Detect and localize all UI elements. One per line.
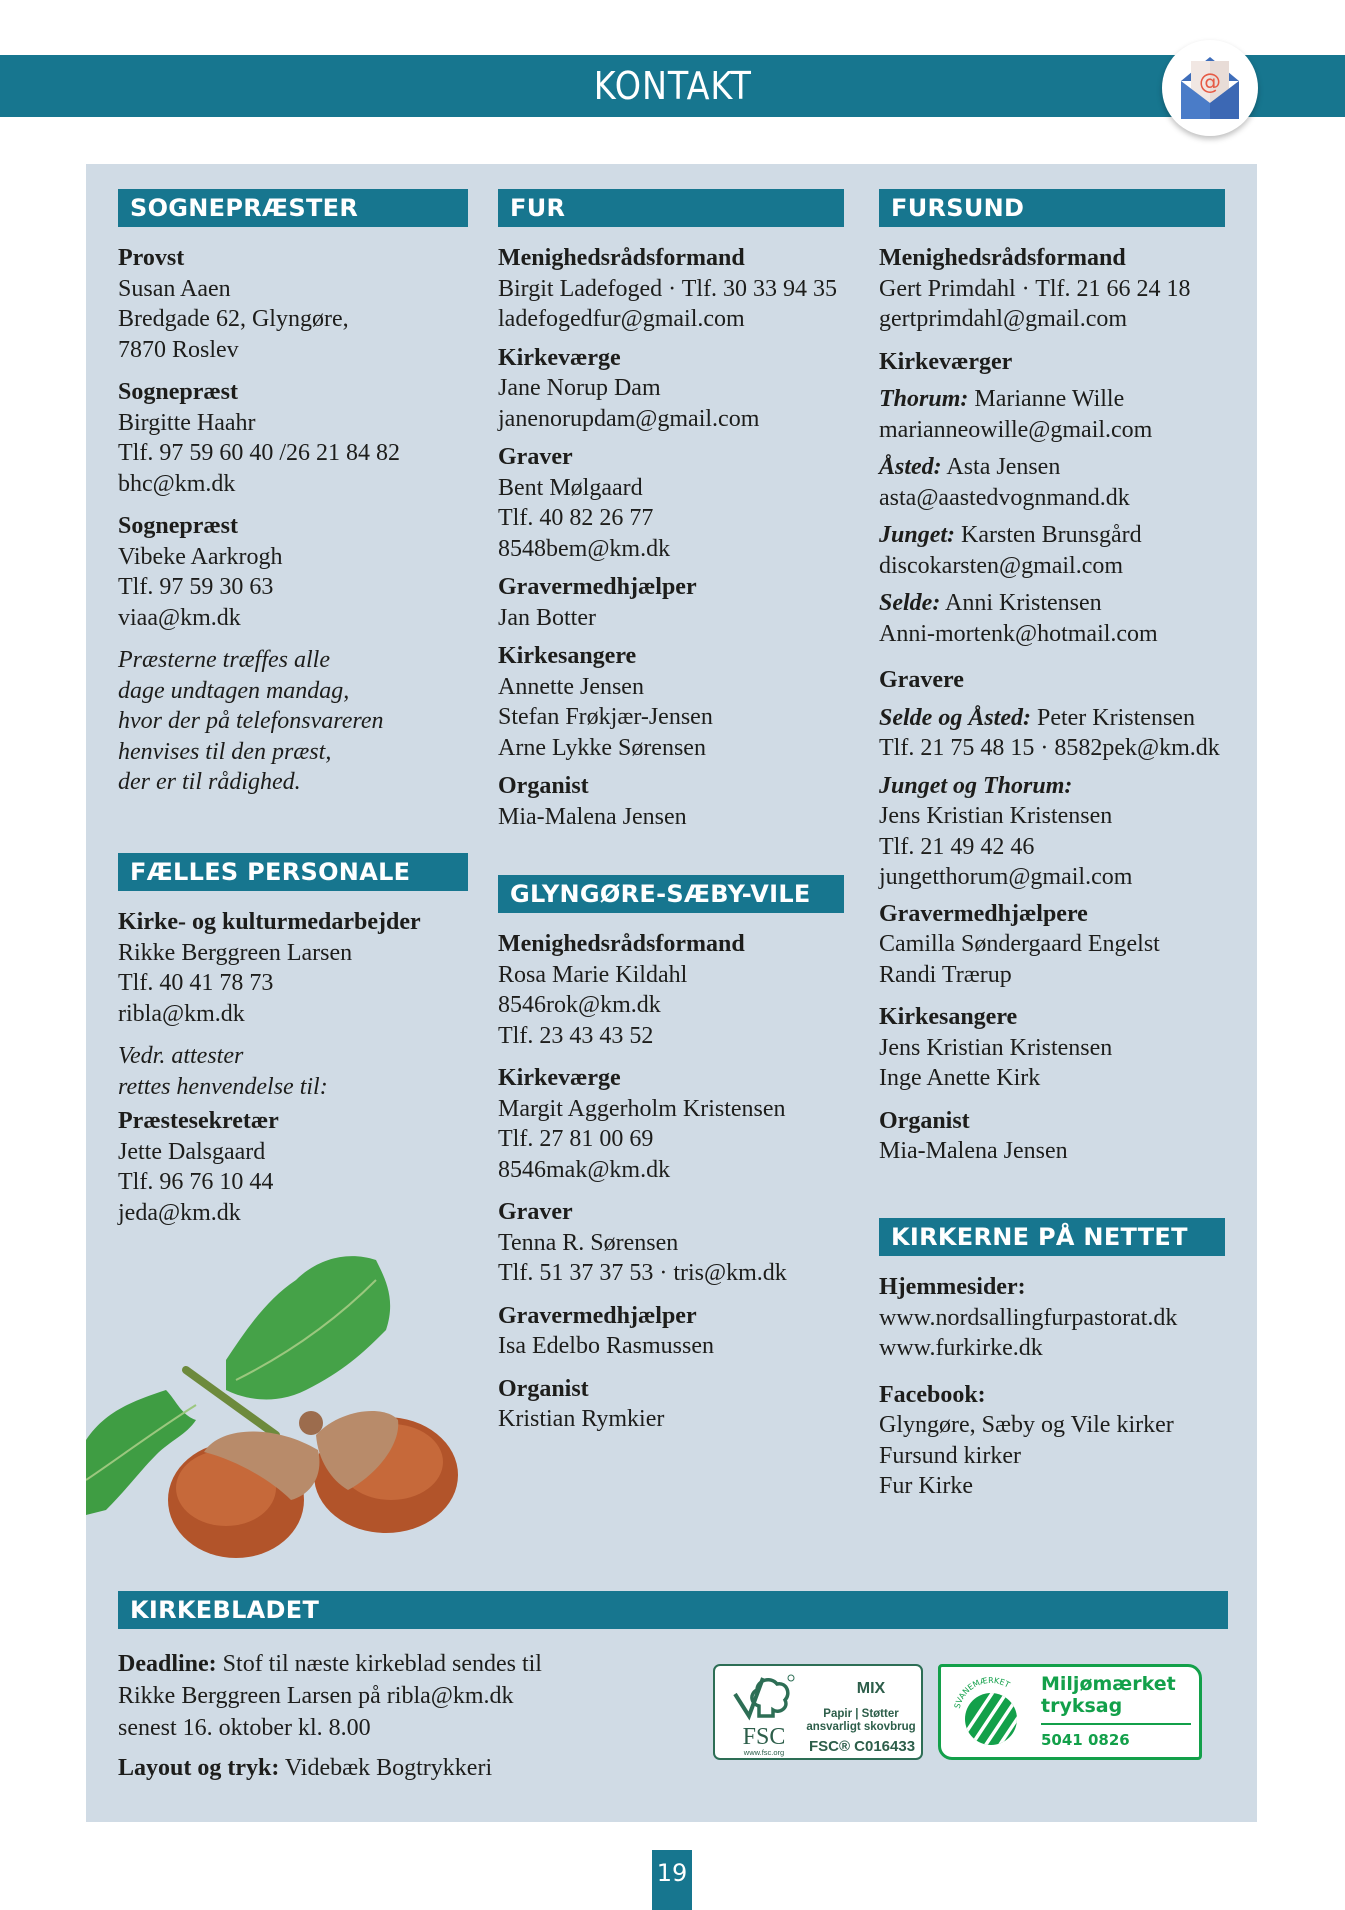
phone-number: Tlf. 96 76 10 44 <box>118 1169 274 1195</box>
svg-text:@: @ <box>1199 70 1221 95</box>
phone-number: Tlf. 27 81 00 69 <box>498 1126 654 1152</box>
email-link[interactable]: 8548bem@km.dk <box>498 535 671 562</box>
kirkevaerge-entry <box>879 520 1249 581</box>
role-label: Graver <box>498 1199 573 1225</box>
role-label: Præstesekretær <box>118 1108 279 1134</box>
role-label: Menighedsrådsformand <box>498 245 745 271</box>
fur-column <box>498 243 858 832</box>
contact-entry <box>498 572 858 633</box>
swan-divider <box>1041 1723 1191 1725</box>
kirkebladet-text <box>118 1648 542 1784</box>
person-name: Asta Jensen <box>946 454 1061 480</box>
role-label: Gravere <box>879 667 964 693</box>
section-heading-faelles-personale: FÆLLES PERSONALE <box>118 853 468 891</box>
contact-entry <box>498 641 858 763</box>
person-name: Marianne Wille <box>974 386 1125 412</box>
contact-line: Mia-Malena Jensen <box>498 803 687 830</box>
contact-line: Vibeke Aarkrogh <box>118 543 283 570</box>
contact-line: Jens Kristian Kristensen <box>879 803 1113 829</box>
contact-entry <box>498 243 858 335</box>
role-label: Kirkesangere <box>879 1004 1018 1030</box>
role-label: Kirkesangere <box>498 643 637 669</box>
deadline-label: Deadline: <box>118 1651 217 1677</box>
section-heading-kirkerne-paa-nettet: KIRKERNE PÅ NETTET <box>879 1218 1225 1256</box>
graver-entry <box>879 703 1249 764</box>
contact-line: Jane Norup Dam <box>498 375 661 401</box>
contact-line: Kristian Rymkier <box>498 1406 665 1432</box>
contact-line: Jette Dalsgaard <box>118 1138 266 1165</box>
contact-entry-sognepraest-1 <box>118 377 468 499</box>
role-label: Kirkeværge <box>498 344 621 371</box>
page-header-bar <box>0 55 1345 117</box>
section-heading-fursund: FURSUND <box>879 189 1225 227</box>
fsc-mix: MIX <box>856 1680 886 1697</box>
role-label: Kirkeværger <box>879 348 1013 375</box>
contact-entry-sognepraest-2 <box>118 511 468 633</box>
role-label: Menighedsrådsformand <box>879 245 1126 271</box>
role-label: Organist <box>498 1375 589 1402</box>
email-link[interactable]: marianneowille@gmail.com <box>879 416 1153 443</box>
phone-number: Tlf. 97 59 60 40 /26 21 84 82 <box>118 440 400 466</box>
kirkevaerge-entry <box>879 452 1249 513</box>
contact-entry <box>498 929 858 1051</box>
contact-line: Tlf. 21 75 48 15 · 8582pek@km.dk <box>879 735 1220 761</box>
role-label: Graver <box>498 444 573 470</box>
place-label: Thorum: <box>879 386 969 412</box>
mail-at-icon <box>1162 40 1258 136</box>
contact-line: Arne Lykke Sørensen <box>498 734 706 761</box>
person-name: Karsten Brunsgård <box>961 522 1142 548</box>
place-label: Åsted: <box>879 454 942 480</box>
swan-number: 5041 0826 <box>1041 1731 1130 1749</box>
contact-line: Camilla Søndergaard Engelst <box>879 931 1160 957</box>
kirkevaerge-entry <box>879 384 1249 445</box>
contact-line: Margit Aggerholm Kristensen <box>498 1095 786 1122</box>
contact-entry <box>498 1197 858 1289</box>
fsc-subtitle-line: Papir | Støtter <box>823 1708 899 1720</box>
place-label: Selde og Åsted: <box>879 704 1031 731</box>
facebook-link[interactable]: Fursund kirker <box>879 1442 1021 1469</box>
email-link[interactable]: discokarsten@gmail.com <box>879 552 1124 579</box>
person-name: Anni Kristensen <box>945 590 1102 616</box>
layout-label: Layout og tryk: <box>118 1755 280 1781</box>
contact-line: Inge Anette Kirk <box>879 1065 1041 1091</box>
swan-logo-icon <box>949 1673 1033 1753</box>
contact-line: Bent Mølgaard <box>498 474 643 501</box>
website-link[interactable]: www.nordsallingfurpastorat.dk <box>879 1304 1178 1331</box>
contact-line: Birgit Ladefoged · Tlf. 30 33 94 35 <box>498 275 838 302</box>
email-link[interactable]: 8546rok@km.dk <box>498 992 661 1018</box>
contact-line: Annette Jensen <box>498 673 644 700</box>
phone-number: Tlf. 21 49 42 46 <box>879 833 1035 860</box>
place-label: Junget: <box>879 522 956 548</box>
sognepraester-column <box>118 243 468 798</box>
place-label: Junget og Thorum: <box>879 772 1073 799</box>
glyngoere-column <box>498 929 858 1435</box>
swan-title-line: tryksag <box>1041 1695 1123 1717</box>
role-label: Gravermedhjælper <box>498 1302 697 1329</box>
contact-line: Bredgade 62, Glyngøre, <box>118 306 349 332</box>
swan-title <box>1041 1673 1176 1717</box>
contact-line: Isa Edelbo Rasmussen <box>498 1333 714 1359</box>
email-link[interactable]: gertprimdahl@gmail.com <box>879 306 1128 332</box>
email-link[interactable]: 8546mak@km.dk <box>498 1156 671 1183</box>
role-label: Hjemmesider: <box>879 1274 1026 1300</box>
role-label: Sognepræst <box>118 513 239 539</box>
role-label: Kirkeværge <box>498 1065 621 1091</box>
fursund-column <box>879 243 1249 1167</box>
contact-entry <box>498 1063 858 1185</box>
contact-entry <box>498 442 858 564</box>
contact-entry <box>498 1301 858 1362</box>
contact-line: Randi Trærup <box>879 961 1012 988</box>
section-heading-fur: FUR <box>498 189 844 227</box>
graver-entry <box>879 771 1249 893</box>
fsc-tree-icon <box>729 1672 799 1726</box>
deadline-text: senest 16. oktober kl. 8.00 <box>118 1715 371 1741</box>
role-label: Kirke- og kulturmedarbejder <box>118 909 421 935</box>
role-label: Provst <box>118 245 185 271</box>
email-link[interactable]: bhc@km.dk <box>118 470 236 497</box>
contact-line: Tenna R. Sørensen <box>498 1229 679 1256</box>
attester-note <box>118 1041 468 1102</box>
note-line: rettes henvendelse til: <box>118 1073 328 1100</box>
website-link[interactable]: www.furkirke.dk <box>879 1335 1043 1361</box>
email-link[interactable]: ribla@km.dk <box>118 1000 245 1027</box>
section-heading-sognepraester: SOGNEPRÆSTER <box>118 189 468 227</box>
email-link[interactable]: jeda@km.dk <box>118 1199 241 1226</box>
contact-entry <box>498 771 858 832</box>
contact-entry <box>498 343 858 435</box>
role-label: Facebook: <box>879 1381 986 1408</box>
contact-line: Jan Botter <box>498 604 596 631</box>
swan-title-line: Miljømærket <box>1041 1673 1176 1695</box>
place-label: Selde: <box>879 590 941 616</box>
contact-entry <box>498 1374 858 1435</box>
note-line: der er til rådighed. <box>118 769 301 795</box>
page-title: KONTAKT <box>593 64 752 108</box>
phone-number: Tlf. 23 43 43 52 <box>498 1022 654 1049</box>
availability-note <box>118 645 468 798</box>
role-label: Menighedsrådsformand <box>498 931 745 957</box>
deadline-text: Rikke Berggreen Larsen på ribla@km.dk <box>118 1683 514 1709</box>
contact-line: Rosa Marie Kildahl <box>498 961 688 988</box>
fsc-logo-text: FSC <box>742 1724 786 1750</box>
phone-number: Tlf. 97 59 30 63 <box>118 574 274 600</box>
email-link[interactable]: asta@aastedvognmand.dk <box>879 484 1130 511</box>
fsc-subtitle <box>801 1708 921 1734</box>
kirkevaerge-entry <box>879 588 1249 649</box>
contact-entry-provst <box>118 243 468 365</box>
contact-line: Tlf. 51 37 37 53 · tris@km.dk <box>498 1260 787 1286</box>
nettet-column <box>879 1272 1249 1502</box>
note-line: Præsterne træffes alle <box>118 647 330 673</box>
person-name: Peter Kristensen <box>1036 704 1195 731</box>
layout-value: Videbæk Bogtrykkeri <box>279 1755 493 1781</box>
contact-line: Rikke Berggreen Larsen <box>118 939 353 966</box>
svanemaerket-label <box>938 1664 1202 1760</box>
role-label: Organist <box>879 1107 970 1134</box>
fsc-code: FSC® C016433 <box>808 1738 916 1755</box>
role-label: Organist <box>498 773 589 799</box>
role-label: Gravermedhjælpere <box>879 900 1088 927</box>
role-label: Sognepræst <box>118 379 239 405</box>
facebook-link[interactable]: Glyngøre, Sæby og Vile kirker <box>879 1412 1174 1438</box>
facebook-link[interactable]: Fur Kirke <box>879 1473 973 1499</box>
section-heading-kirkebladet: KIRKEBLADET <box>118 1591 1228 1629</box>
role-label: Gravermedhjælper <box>498 574 697 600</box>
email-link[interactable]: Anni-mortenk@hotmail.com <box>879 620 1158 647</box>
phone-number: Tlf. 40 41 78 73 <box>118 970 274 996</box>
svg-text:SVANEMÆRKET: SVANEMÆRKET <box>952 1675 1012 1710</box>
contact-line: 7870 Roslev <box>118 336 239 363</box>
fsc-url: www.fsc.org <box>743 1748 785 1757</box>
fsc-subtitle-line: ansvarligt skovbrug <box>806 1721 916 1733</box>
note-line: hvor der på telefonsvareren <box>118 708 384 734</box>
email-link[interactable]: viaa@km.dk <box>118 604 241 631</box>
contact-line: Susan Aaen <box>118 275 231 302</box>
acorn-illustration <box>86 1240 486 1560</box>
contact-line: Mia-Malena Jensen <box>879 1138 1068 1164</box>
deadline-text: Stof til næste kirkeblad sendes til <box>216 1651 542 1677</box>
note-line: henvises til den præst, <box>118 738 332 765</box>
note-line: dage undtagen mandag, <box>118 677 350 704</box>
contact-line: Birgitte Haahr <box>118 409 256 436</box>
phone-number: Tlf. 40 82 26 77 <box>498 505 654 531</box>
faelles-column <box>118 907 468 1228</box>
email-link[interactable]: janenorupdam@gmail.com <box>498 405 760 432</box>
section-heading-glyngoere-saeby-vile: GLYNGØRE-SÆBY-VILE <box>498 875 844 913</box>
contact-line: Stefan Frøkjær-Jensen <box>498 704 713 730</box>
email-link[interactable]: ladefogedfur@gmail.com <box>498 306 745 332</box>
contact-line: Gert Primdahl · Tlf. 21 66 24 18 <box>879 275 1191 302</box>
fsc-certification-label <box>713 1664 923 1760</box>
email-link[interactable]: jungetthorum@gmail.com <box>879 864 1133 890</box>
contact-line: Jens Kristian Kristensen <box>879 1034 1113 1061</box>
note-line: Vedr. attester <box>118 1043 244 1069</box>
page-number: 19 <box>652 1850 692 1910</box>
